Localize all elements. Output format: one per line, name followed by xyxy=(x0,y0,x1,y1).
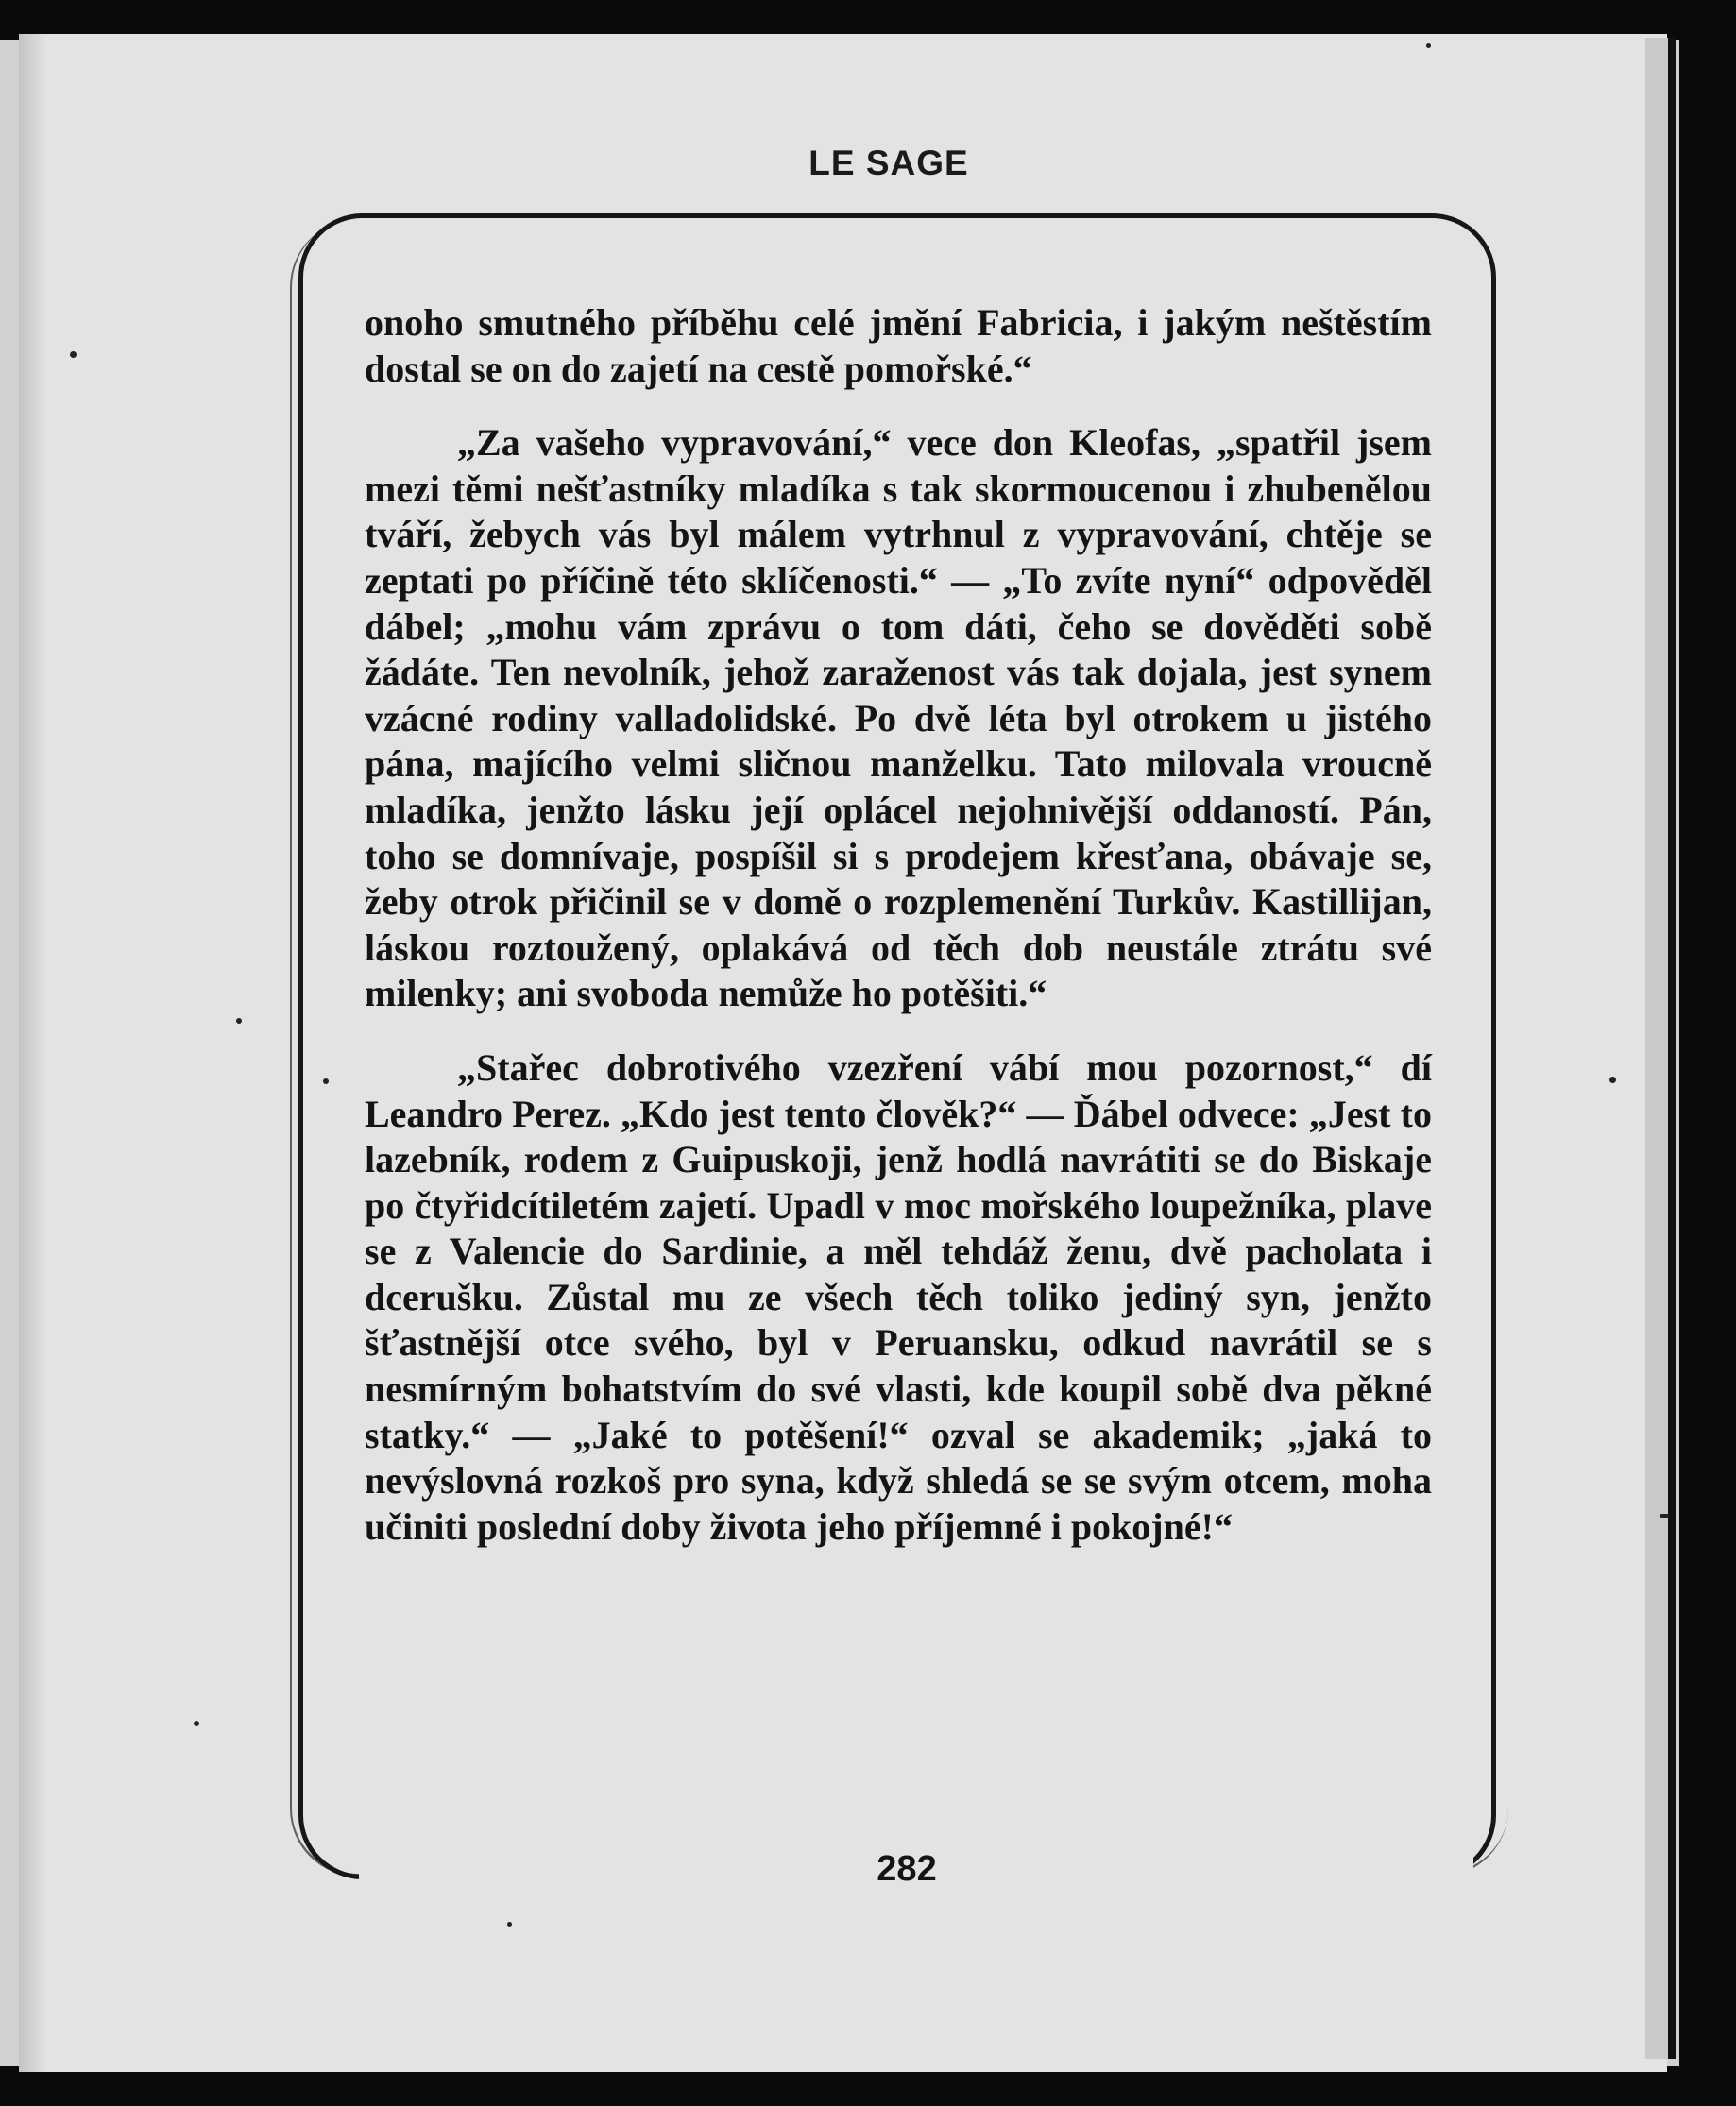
page-edge-shadow xyxy=(19,34,47,2072)
paragraph-3: „Stařec dobrotivého vzezření vábí mou pozornost,“ dí Leandro Perez. „Kdo jest tento člověk?“ — Ďábel odvece: „Jest to lazebník, rodem z Guipuskoji, jenž hodlá navrátiti se do Biskaje po čtyřidcítiletém zajetí. Upadl v moc mořského loupežníka, plave se z Valencie do Sardinie, a měl tehdáž ženu, dvě pacholata i dcerušku. Zůstal mu ze všech těch toliko jediný syn, jenžto šťastnější otce svého, byl v Peruansku, odkud navrátil se s nesmírným bohatstvím do své vlasti, kde koupil sobě dva pěkné statky.“ — „Jaké to potěšení!“ ozval se akademik; „jaká to nevýslovná rozkoš pro syna, když shledá se se svým otcem, moha učiniti poslední doby života jeho příjemné i pokojné!“ xyxy=(365,1045,1432,1548)
print-speck xyxy=(236,1018,242,1024)
print-speck xyxy=(507,1922,512,1927)
running-head: LE SAGE xyxy=(808,144,969,182)
print-speck xyxy=(1660,1514,1669,1518)
print-speck xyxy=(1609,1077,1616,1083)
print-speck xyxy=(1426,43,1431,48)
page-spine-edge xyxy=(1668,38,1676,2059)
scan-background-right xyxy=(1679,0,1736,2106)
page-spine xyxy=(1645,38,1668,2059)
print-speck xyxy=(323,1078,329,1084)
scan-background-bottom xyxy=(0,2066,1736,2106)
body-text xyxy=(365,300,1432,1550)
paragraph-2: „Za vašeho vypravování,“ vece don Kleofas, „spatřil jsem mezi těmi nešťastníky mladíka s tak skormoucenou i zhubenělou tváří, žebych vás byl málem vytrhnul z vypravování, chtěje se zeptati po příčině této sklíčenosti.“ — „To zvíte nyní“ odpověděl dábel; „mohu vám zprávu o tom dáti, čeho se dověděti sobě žádáte. Ten nevolník, jehož zaraženost vás tak dojala, jest synem vzácné rodiny valladolidské. Po dvě léta byl otrokem u jistého pána, majícího velmi sličnou manželku. Tato milovala vroucně mladíka, jenžto lásku její oplácel nejohnivější oddaností. Pán, toho se domnívaje, pospíšil si s prodejem křesťana, obávaje se, žeby otrok přičinil se v domě o rozplemenění Turkův. Kastillijan, láskou roztoužený, oplakává od těch dob neustále ztrátu své milenky; ani svoboda nemůže ho potěšiti.“ xyxy=(365,421,1432,1015)
print-speck xyxy=(194,1721,199,1726)
print-speck xyxy=(70,351,77,358)
page-number: 282 xyxy=(841,1849,973,1890)
paragraph-1: onoho smutného příběhu celé jmění Fabricia, i jakým neštěstím dostal se on do zajetí na cestě pomořské.“ xyxy=(365,301,1432,390)
